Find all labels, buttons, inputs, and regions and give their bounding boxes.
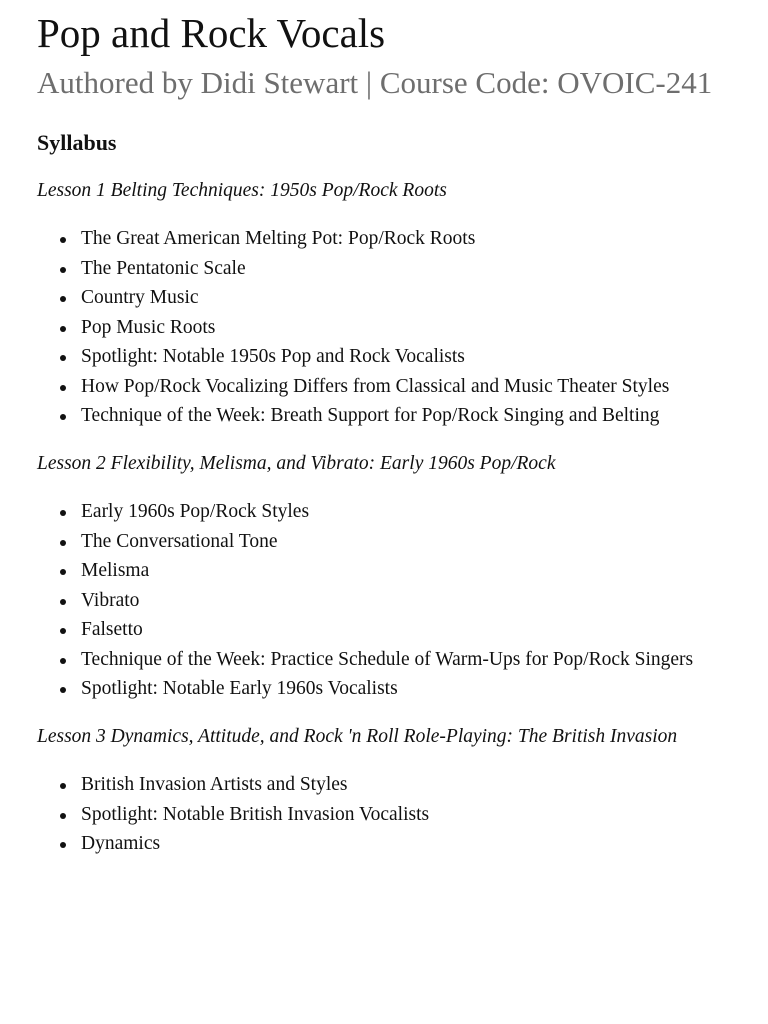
lesson-2-topics: [37, 498, 738, 703]
list-item: [81, 373, 738, 401]
bullet-icon: [60, 783, 66, 789]
list-item-text: British Invasion Artists and Styles: [81, 774, 348, 795]
list-item: [81, 675, 738, 703]
list-item-text: The Pentatonic Scale: [81, 257, 246, 279]
list-item-text: How Pop/Rock Vocalizing Differs from Classical and Music Theater Styles: [81, 375, 670, 397]
list-item-text: Spotlight: Notable British Invasion Vocalists: [81, 803, 430, 825]
list-item: [81, 498, 738, 526]
list-item-text: Melisma: [81, 560, 150, 581]
list-item-text: Falsetto: [81, 619, 143, 640]
bullet-icon: [60, 296, 66, 302]
list-item-text: Spotlight: Notable 1950s Pop and Rock Vocalists: [81, 346, 465, 367]
list-item: [81, 801, 738, 829]
bullet-icon: [60, 628, 66, 634]
lesson-3-title: Lesson 3 Dynamics, Attitude, and Rock 'n Roll Role-Playing: The British Invasion: [37, 726, 678, 747]
lesson-1-topics: [37, 225, 738, 430]
bullet-icon: [60, 599, 66, 605]
list-item-text: Spotlight: Notable Early 1960s Vocalists: [81, 678, 398, 699]
list-item-text: Vibrato: [81, 589, 140, 611]
bullet-icon: [60, 326, 66, 332]
list-item: [81, 225, 738, 253]
bullet-icon: [60, 267, 66, 273]
bullet-icon: [60, 813, 66, 819]
list-item-text: The Conversational Tone: [81, 530, 278, 552]
list-item-text: Technique of the Week: Practice Schedule of Warm-Ups for Pop/Rock Singers: [81, 648, 694, 670]
bullet-icon: [60, 510, 66, 516]
list-item: [81, 616, 738, 644]
list-item: [81, 771, 738, 799]
bullet-icon: [60, 385, 66, 391]
list-item: [81, 587, 738, 615]
bullet-icon: [60, 237, 66, 243]
list-item: [81, 557, 738, 585]
list-item-text: Pop Music Roots: [81, 316, 216, 338]
bullet-icon: [60, 414, 66, 420]
list-item: [81, 402, 738, 430]
page-title: Pop and Rock Vocals: [37, 10, 386, 56]
list-item: [81, 830, 738, 858]
section-heading: Syllabus: [37, 130, 117, 155]
list-item: [81, 284, 738, 312]
list-item: [81, 528, 738, 556]
list-item: [81, 255, 738, 283]
list-item-text: Early 1960s Pop/Rock Styles: [81, 501, 310, 522]
list-item: [81, 314, 738, 342]
list-item-text: Country Music: [81, 287, 199, 308]
page-subtitle: Authored by Didi Stewart | Course Code: OVOIC-241: [37, 65, 713, 100]
list-item-text: Technique of the Week: Breath Support for Pop/Rock Singing and Belting: [81, 405, 660, 426]
bullet-icon: [60, 658, 66, 664]
list-item-text: Dynamics: [81, 833, 161, 854]
bullet-icon: [60, 569, 66, 575]
bullet-icon: [60, 842, 66, 848]
lesson-1-title: Lesson 1 Belting Techniques: 1950s Pop/Rock Roots: [37, 180, 447, 201]
list-item: [81, 646, 738, 674]
lesson-2-title: Lesson 2 Flexibility, Melisma, and Vibrato: Early 1960s Pop/Rock: [37, 453, 556, 474]
bullet-icon: [60, 355, 66, 361]
bullet-icon: [60, 540, 66, 546]
list-item: [81, 343, 738, 371]
bullet-icon: [60, 687, 66, 693]
lesson-3-topics: [37, 771, 738, 858]
list-item-text: The Great American Melting Pot: Pop/Rock Roots: [81, 228, 476, 249]
